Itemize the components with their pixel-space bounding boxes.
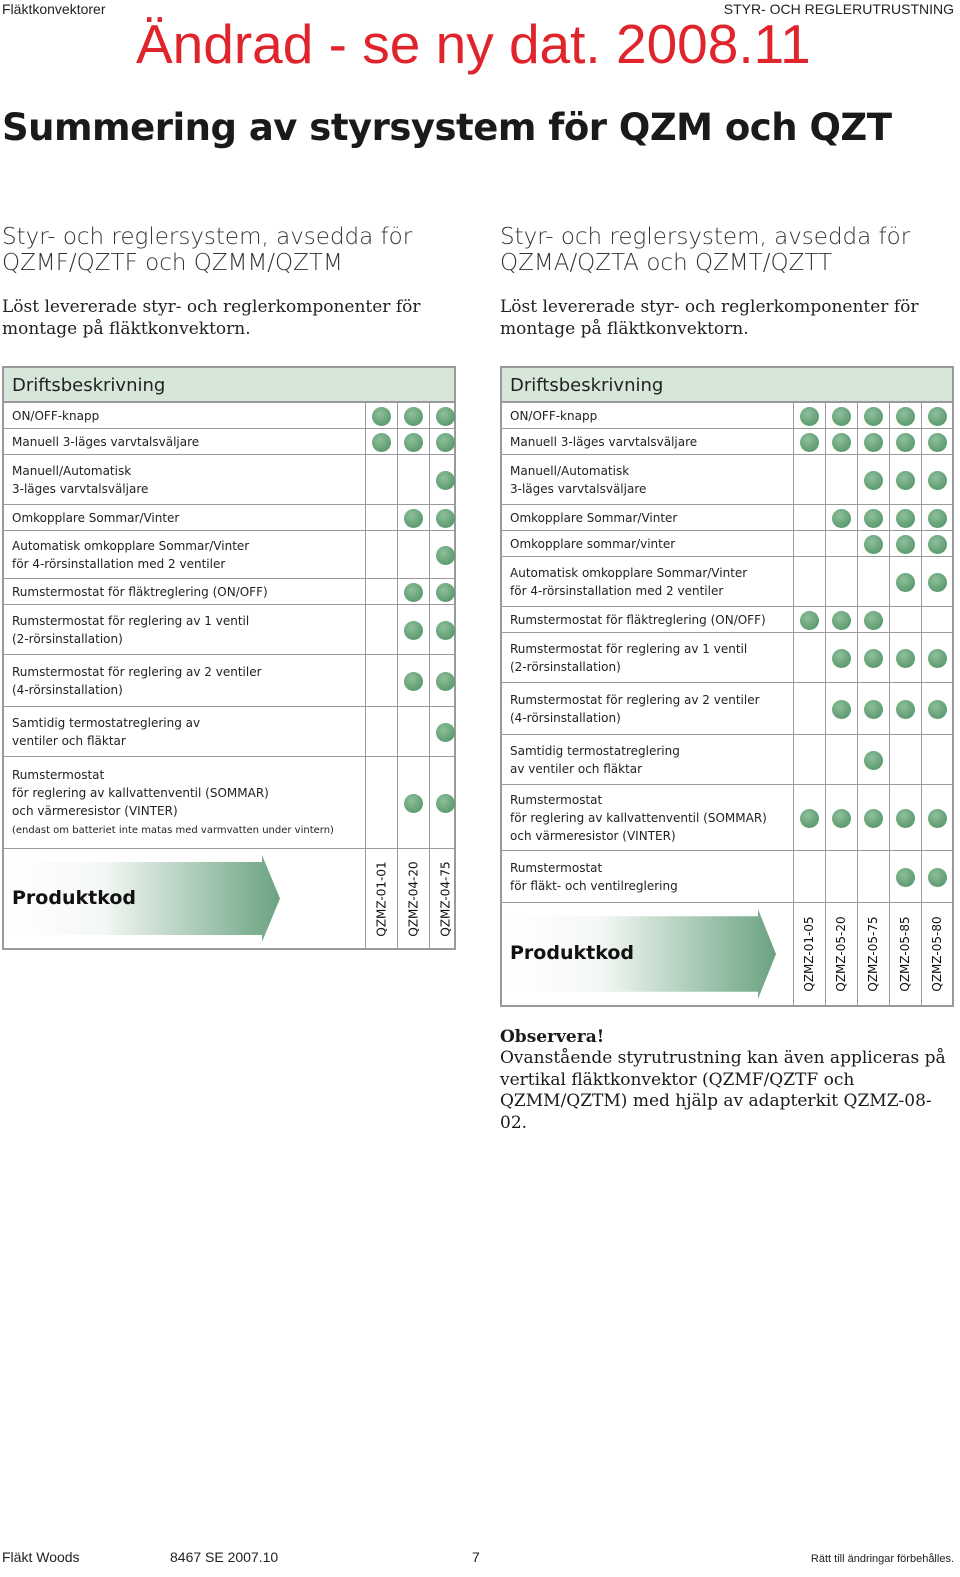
check-dot-icon (404, 672, 423, 691)
revision-stamp: Ändrad - se ny dat. 2008.11 (136, 13, 811, 75)
check-dot-icon (928, 700, 947, 719)
check-dot-icon (800, 809, 819, 828)
footer-doc-number: 8467 SE 2007.10 (170, 1549, 279, 1565)
product-code: QZMZ-05-75 (866, 916, 880, 992)
header-category: Fläktkonvektorer (2, 1, 106, 17)
footer-company: Fläkt Woods (2, 1549, 80, 1565)
check-dot-icon (436, 546, 455, 565)
right-table-heading: Driftsbeskrivning (502, 368, 952, 403)
table-row (4, 757, 454, 849)
check-dot-icon (864, 407, 883, 426)
check-dot-icon (928, 809, 947, 828)
row-label: Rumstermostat för reglering av 2 ventiler (4-rörsinstallation) (12, 664, 262, 697)
table-row (502, 429, 952, 455)
table-row (4, 655, 454, 707)
product-code-label: Produktkod (510, 942, 634, 964)
check-dot-icon (800, 433, 819, 452)
check-dot-icon (928, 535, 947, 554)
left-section-sub-1: Löst levererade styr- och reglerkomponenter för (2, 297, 421, 317)
check-dot-icon (832, 611, 851, 630)
check-dot-icon (832, 809, 851, 828)
check-dot-icon (896, 471, 915, 490)
table-row (4, 605, 454, 655)
right-section-title-1: Styr- och reglersystem, avsedda för (500, 224, 911, 250)
check-dot-icon (896, 700, 915, 719)
row-label: ON/OFF-knapp (12, 408, 100, 423)
check-dot-icon (928, 471, 947, 490)
product-code: QZMZ-01-01 (374, 860, 388, 937)
table-row (502, 607, 952, 633)
column-divider (793, 403, 794, 1005)
check-dot-icon (864, 649, 883, 668)
table-row (502, 505, 952, 531)
check-dot-icon (436, 794, 455, 813)
check-dot-icon (404, 509, 423, 528)
check-dot-icon (864, 700, 883, 719)
row-label-main: Rumstermostat för reglering av kallvattenventil (SOMMAR) och värmeresistor (VINTER) (12, 767, 269, 818)
check-dot-icon (864, 509, 883, 528)
row-label: Rumstermostat för reglering av 1 ventil (2-rörsinstallation) (510, 641, 748, 674)
row-label: Manuell 3-läges varvtalsväljare (510, 434, 698, 449)
check-dot-icon (896, 868, 915, 887)
product-code: QZMZ-01-05 (802, 916, 816, 992)
table-row (502, 557, 952, 607)
footer-page-number: 7 (472, 1549, 480, 1565)
right-function-table (500, 366, 954, 1007)
row-label: Samtidig termostatreglering av ventiler och fläktar (510, 743, 680, 776)
check-dot-icon (928, 868, 947, 887)
row-label (12, 757, 334, 848)
column-divider (825, 403, 826, 1005)
table-row (502, 531, 952, 557)
check-dot-icon (896, 535, 915, 554)
check-dot-icon (896, 509, 915, 528)
check-dot-icon (864, 535, 883, 554)
right-section-intro (500, 224, 918, 340)
row-label: Omkopplare Sommar/Vinter (12, 510, 180, 525)
table-row (4, 429, 454, 455)
product-code: QZMZ-05-80 (930, 916, 944, 992)
left-section-title-2: QZMF/QZTF och QZMM/QZTM (2, 250, 343, 276)
product-code: QZMZ-05-20 (834, 916, 848, 992)
page-title: Summering av styrsystem för QZM och QZT (2, 106, 892, 149)
right-section-sub-1: Löst levererade styr- och reglerkomponenter för (500, 297, 919, 317)
check-dot-icon (436, 621, 455, 640)
column-divider (921, 403, 922, 1005)
column-divider (857, 403, 858, 1005)
row-label: Rumstermostat för fläktreglering (ON/OFF) (12, 584, 268, 599)
column-divider (365, 403, 366, 948)
column-divider (889, 403, 890, 1005)
product-code-label: Produktkod (12, 886, 136, 909)
check-dot-icon (928, 433, 947, 452)
check-dot-icon (800, 407, 819, 426)
check-dot-icon (436, 509, 455, 528)
check-dot-icon (404, 583, 423, 602)
row-label: Manuell/Automatisk 3-läges varvtalsväljare (510, 463, 647, 496)
check-dot-icon (832, 407, 851, 426)
product-code: QZMZ-04-75 (438, 860, 452, 937)
column-divider (429, 403, 430, 948)
check-dot-icon (436, 583, 455, 602)
row-label: Rumstermostat för reglering av 1 ventil (2-rörsinstallation) (12, 613, 250, 646)
check-dot-icon (864, 433, 883, 452)
check-dot-icon (928, 509, 947, 528)
check-dot-icon (436, 471, 455, 490)
footer-copyright: Rätt till ändringar förbehålles. (810, 1553, 954, 1565)
product-code: QZMZ-04-20 (406, 860, 420, 937)
table-row (4, 505, 454, 531)
table-row (4, 531, 454, 579)
table-row (502, 633, 952, 683)
table-row (502, 851, 952, 903)
check-dot-icon (404, 621, 423, 640)
row-label: ON/OFF-knapp (510, 408, 598, 423)
left-function-table (2, 366, 456, 950)
check-dot-icon (896, 407, 915, 426)
observe-text: Ovanstående styrutrustning kan även appliceras på vertikal fläktkonvektor (QZMF/QZTF och QZMM/QZTM) med hjälp av adapterkit QZMZ-08-02. (500, 1048, 946, 1133)
table-row (502, 403, 952, 429)
check-dot-icon (436, 723, 455, 742)
right-section-sub-2: montage på fläktkonvektorn. (500, 319, 749, 339)
check-dot-icon (800, 611, 819, 630)
right-section-title-2: QZMA/QZTA och QZMT/QZTT (500, 250, 833, 276)
column-divider (397, 403, 398, 948)
check-dot-icon (372, 433, 391, 452)
table-row (502, 785, 952, 851)
row-label: Automatisk omkopplare Sommar/Vinter för 4-rörsinstallation med 2 ventiler (12, 538, 250, 571)
table-row (4, 579, 454, 605)
check-dot-icon (896, 809, 915, 828)
check-dot-icon (864, 611, 883, 630)
check-dot-icon (404, 794, 423, 813)
check-dot-icon (404, 433, 423, 452)
check-dot-icon (832, 509, 851, 528)
table-row (4, 455, 454, 505)
left-section-title-1: Styr- och reglersystem, avsedda för (2, 224, 413, 250)
check-dot-icon (896, 649, 915, 668)
table-row (4, 707, 454, 757)
header-section: STYR- OCH REGLERUTRUSTNING (723, 1, 954, 17)
check-dot-icon (832, 649, 851, 668)
row-label: Automatisk omkopplare Sommar/Vinter för 4-rörsinstallation med 2 ventiler (510, 565, 748, 598)
left-table-heading: Driftsbeskrivning (4, 368, 454, 403)
check-dot-icon (864, 751, 883, 770)
row-label: Samtidig termostatreglering av ventiler och fläktar (12, 715, 201, 748)
row-label: Omkopplare sommar/vinter (510, 536, 676, 551)
row-label-note: (endast om batteriet inte matas med varmvatten under vintern) (12, 824, 334, 836)
check-dot-icon (436, 407, 455, 426)
check-dot-icon (832, 433, 851, 452)
table-row (502, 735, 952, 785)
check-dot-icon (864, 471, 883, 490)
table-row (502, 683, 952, 735)
observe-title: Observera! (500, 1027, 605, 1047)
product-code: QZMZ-05-85 (898, 916, 912, 992)
row-label: Rumstermostat för reglering av kallvattenventil (SOMMAR) och värmeresistor (VINTER) (510, 792, 767, 843)
left-section-intro (2, 224, 420, 340)
table-row (502, 455, 952, 505)
check-dot-icon (404, 407, 423, 426)
check-dot-icon (372, 407, 391, 426)
check-dot-icon (864, 809, 883, 828)
check-dot-icon (832, 700, 851, 719)
check-dot-icon (928, 407, 947, 426)
check-dot-icon (896, 433, 915, 452)
left-section-sub-2: montage på fläktkonvektorn. (2, 319, 251, 339)
check-dot-icon (896, 573, 915, 592)
check-dot-icon (928, 573, 947, 592)
row-label: Omkopplare Sommar/Vinter (510, 510, 678, 525)
check-dot-icon (436, 672, 455, 691)
row-label: Rumstermostat för fläktreglering (ON/OFF) (510, 612, 766, 627)
row-label: Rumstermostat för reglering av 2 ventiler (4-rörsinstallation) (510, 692, 760, 725)
check-dot-icon (928, 649, 947, 668)
row-label: Manuell 3-läges varvtalsväljare (12, 434, 200, 449)
row-label: Rumstermostat för fläkt- och ventilreglering (510, 860, 678, 893)
row-label: Manuell/Automatisk 3-läges varvtalsväljare (12, 463, 149, 496)
check-dot-icon (436, 433, 455, 452)
table-row (4, 403, 454, 429)
